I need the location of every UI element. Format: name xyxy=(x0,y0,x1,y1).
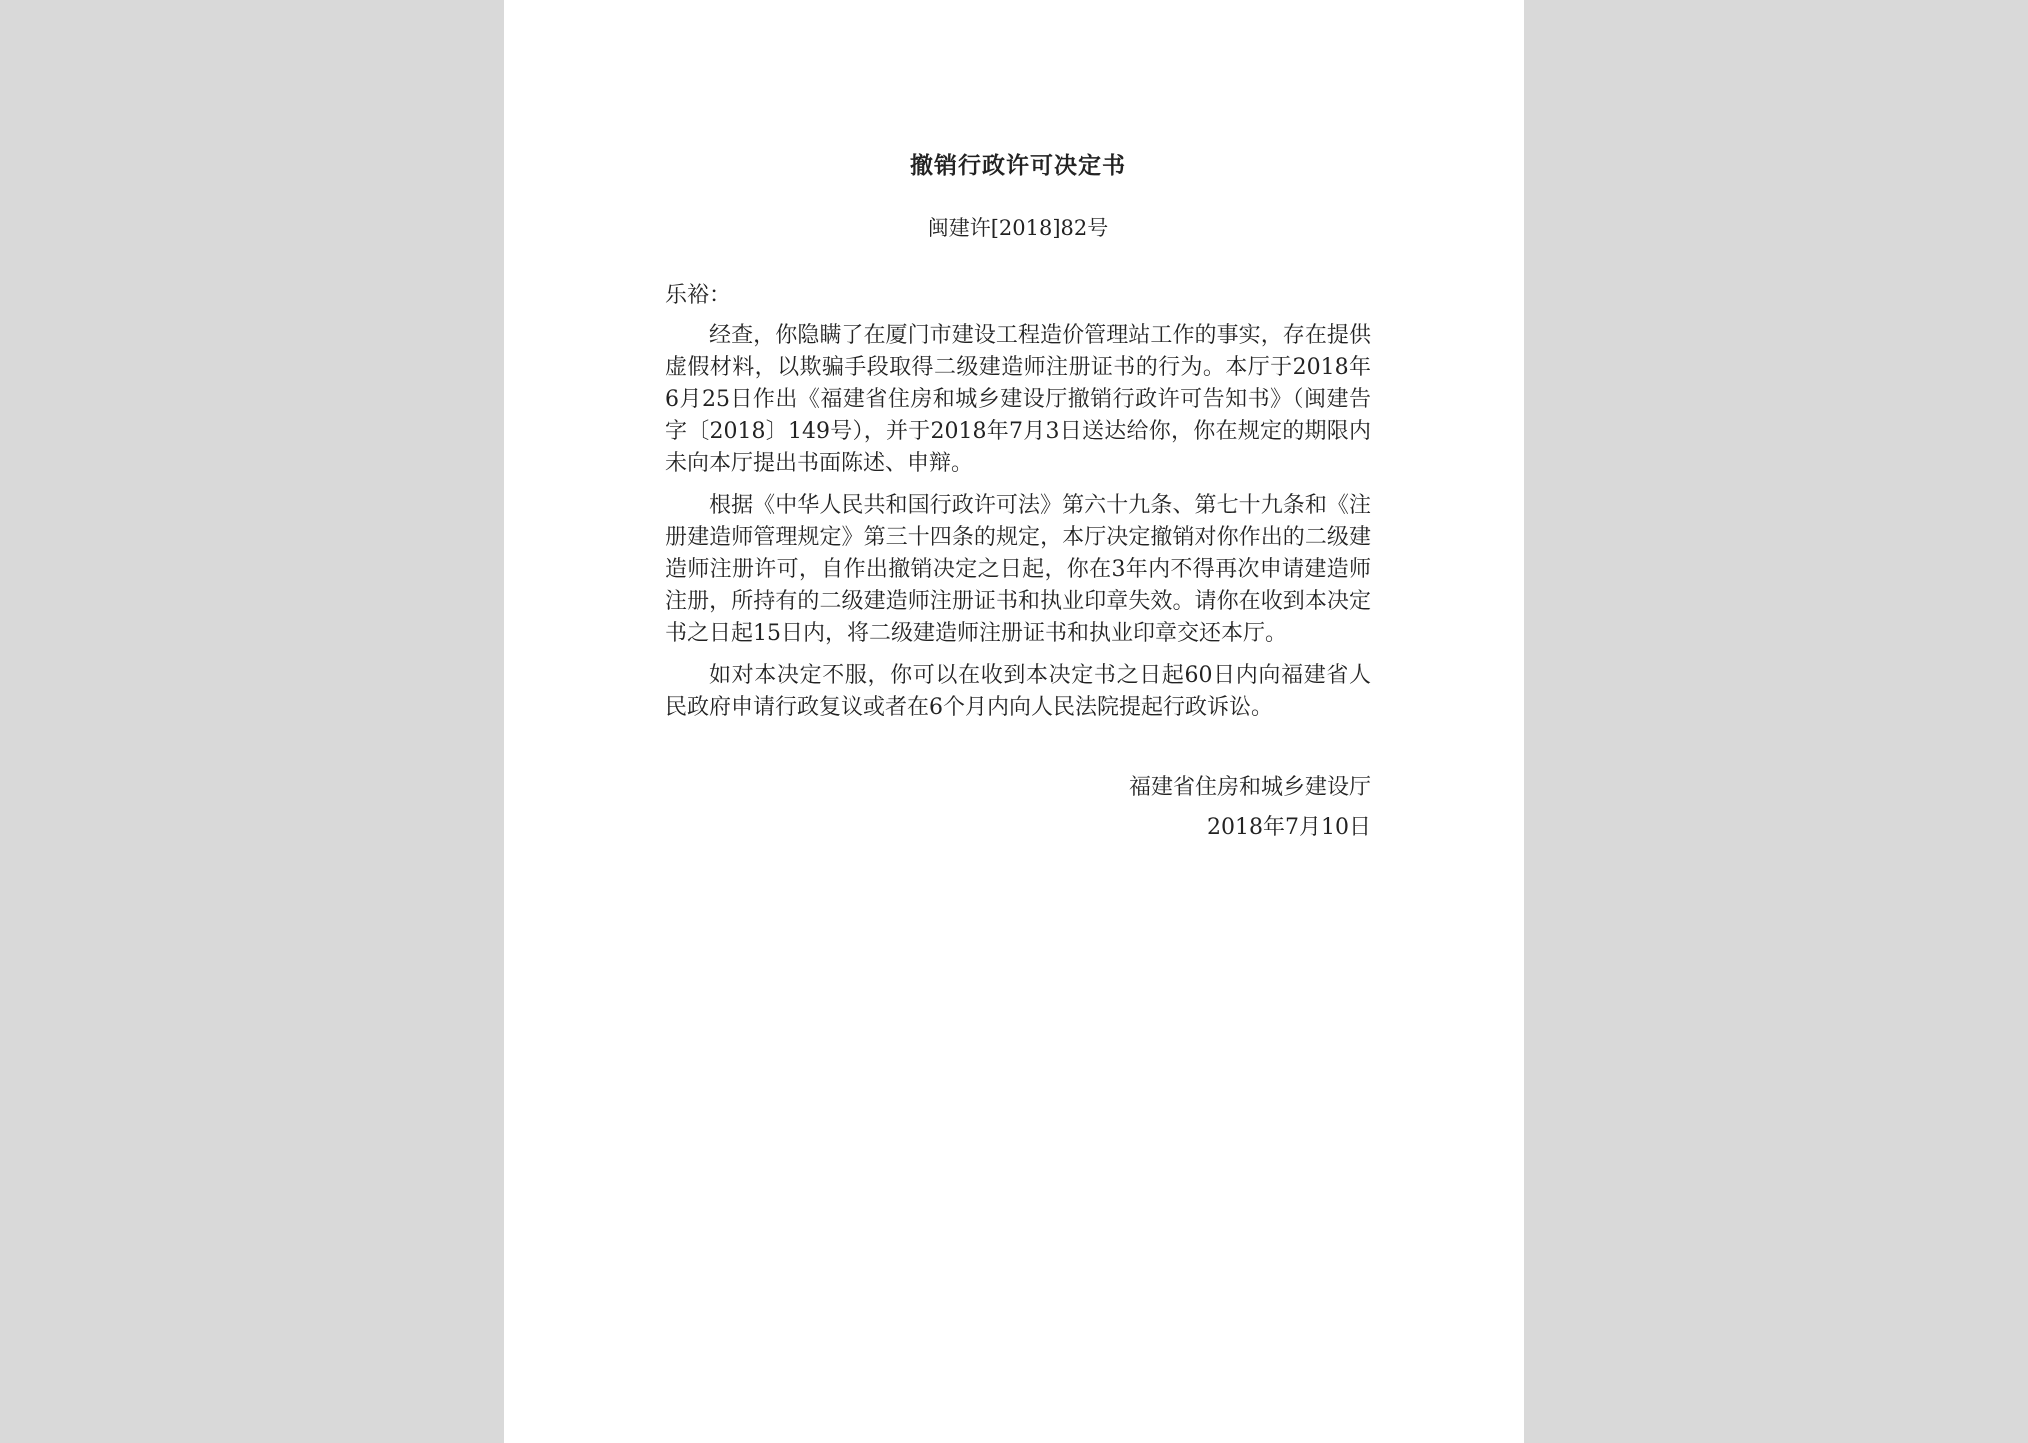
salutation: 乐裕： xyxy=(665,283,732,308)
paragraph-facts: 经查，你隐瞒了在厦门市建设工程造价管理站工作的事实，存在提供虚假材料，以欺骗手段取得二级建造师注册证书的行为。本厅于2018年6月25日作出《福建省住房和城乡建设厅撤销行政许可告知书》（闽建告字〔2018〕149号），并于2018年7月3日送达给你，你在规定的期限内未向本厅提出书面陈述、申辩。 xyxy=(665,323,1371,476)
document-body xyxy=(665,150,1371,852)
paragraph-decision: 根据《中华人民共和国行政许可法》第六十九条、第七十九条和《注册建造师管理规定》第三十四条的规定，本厅决定撤销对你作出的二级建造师注册许可，自作出撤销决定之日起，你在3年内不得再次申请建造师注册，所持有的二级建造师注册证书和执业印章失效。请你在收到本决定书之日起15日内，将二级建造师注册证书和执业印章交还本厅。 xyxy=(665,493,1371,646)
issue-date: 2018年7月10日 xyxy=(1207,815,1371,840)
document-number: 闽建许[2018]82号 xyxy=(927,216,1109,240)
paragraph-appeal: 如对本决定不服，你可以在收到本决定书之日起60日内向福建省人民政府申请行政复议或者在6个月内向人民法院提起行政诉讼。 xyxy=(665,663,1371,720)
signature-block xyxy=(665,772,1371,844)
issuer-name: 福建省住房和城乡建设厅 xyxy=(1128,775,1371,800)
document-title: 撤销行政许可决定书 xyxy=(910,152,1126,179)
document-page xyxy=(504,0,1524,1443)
